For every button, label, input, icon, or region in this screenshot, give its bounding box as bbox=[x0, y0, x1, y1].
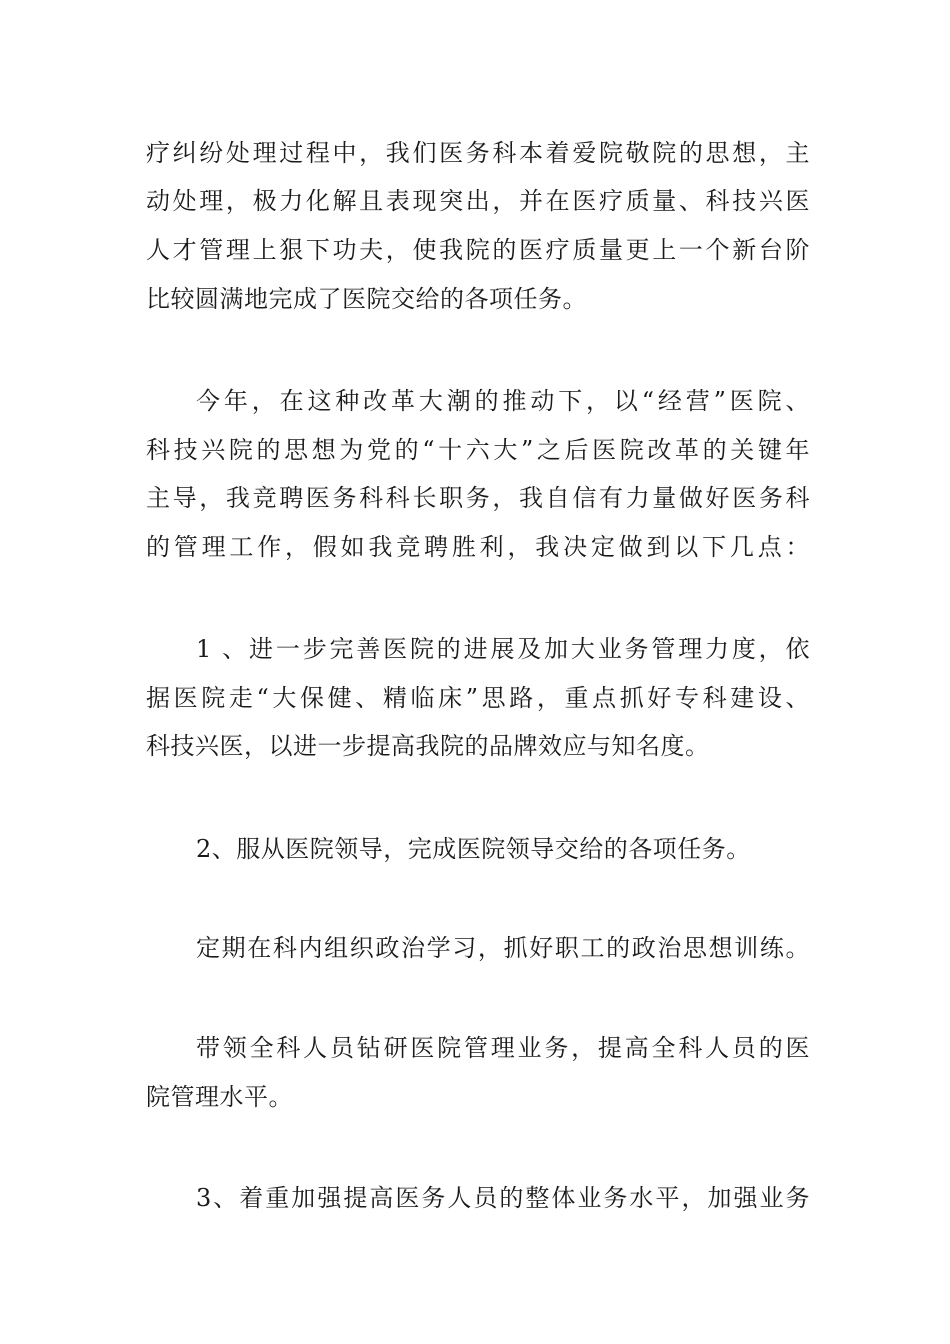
text-line: 1 、进一步完善医院的进展及加大业务管理力度，依 bbox=[196, 635, 810, 663]
text-line: 动处理，极力化解且表现突出，并在医疗质量、科技兴医 bbox=[146, 187, 810, 215]
text-line: 的管理工作，假如我竞聘胜利，我决定做到以下几点： bbox=[146, 533, 810, 561]
text-line: 今年，在这种改革大潮的推动下，以“经营”医院、 bbox=[196, 387, 810, 415]
text-line: 疗纠纷处理过程中，我们医务科本着爱院敬院的思想，主 bbox=[146, 139, 810, 167]
text-line: 主导，我竞聘医务科科长职务，我自信有力量做好医务科 bbox=[146, 484, 810, 512]
text-line: 人才管理上狠下功夫，使我院的医疗质量更上一个新台阶 bbox=[146, 236, 810, 264]
text-line: 带领全科人员钻研医院管理业务，提高全科人员的医 bbox=[196, 1034, 810, 1062]
text-line: 院管理水平。 bbox=[146, 1083, 293, 1111]
text-line: 3、着重加强提高医务人员的整体业务水平，加强业务 bbox=[196, 1184, 810, 1212]
text-line: 2、服从医院领导，完成医院领导交给的各项任务。 bbox=[196, 835, 751, 863]
text-line: 据医院走“大保健、精临床”思路，重点抓好专科建设、 bbox=[146, 684, 810, 712]
text-line: 比较圆满地完成了医院交给的各项任务。 bbox=[146, 285, 587, 313]
text-line: 定期在科内组织政治学习，抓好职工的政治思想训练。 bbox=[196, 934, 810, 962]
text-line: 科技兴医，以进一步提高我院的品牌效应与知名度。 bbox=[146, 732, 710, 760]
text-line: 科技兴院的思想为党的“十六大”之后医院改革的关键年 bbox=[146, 436, 810, 464]
